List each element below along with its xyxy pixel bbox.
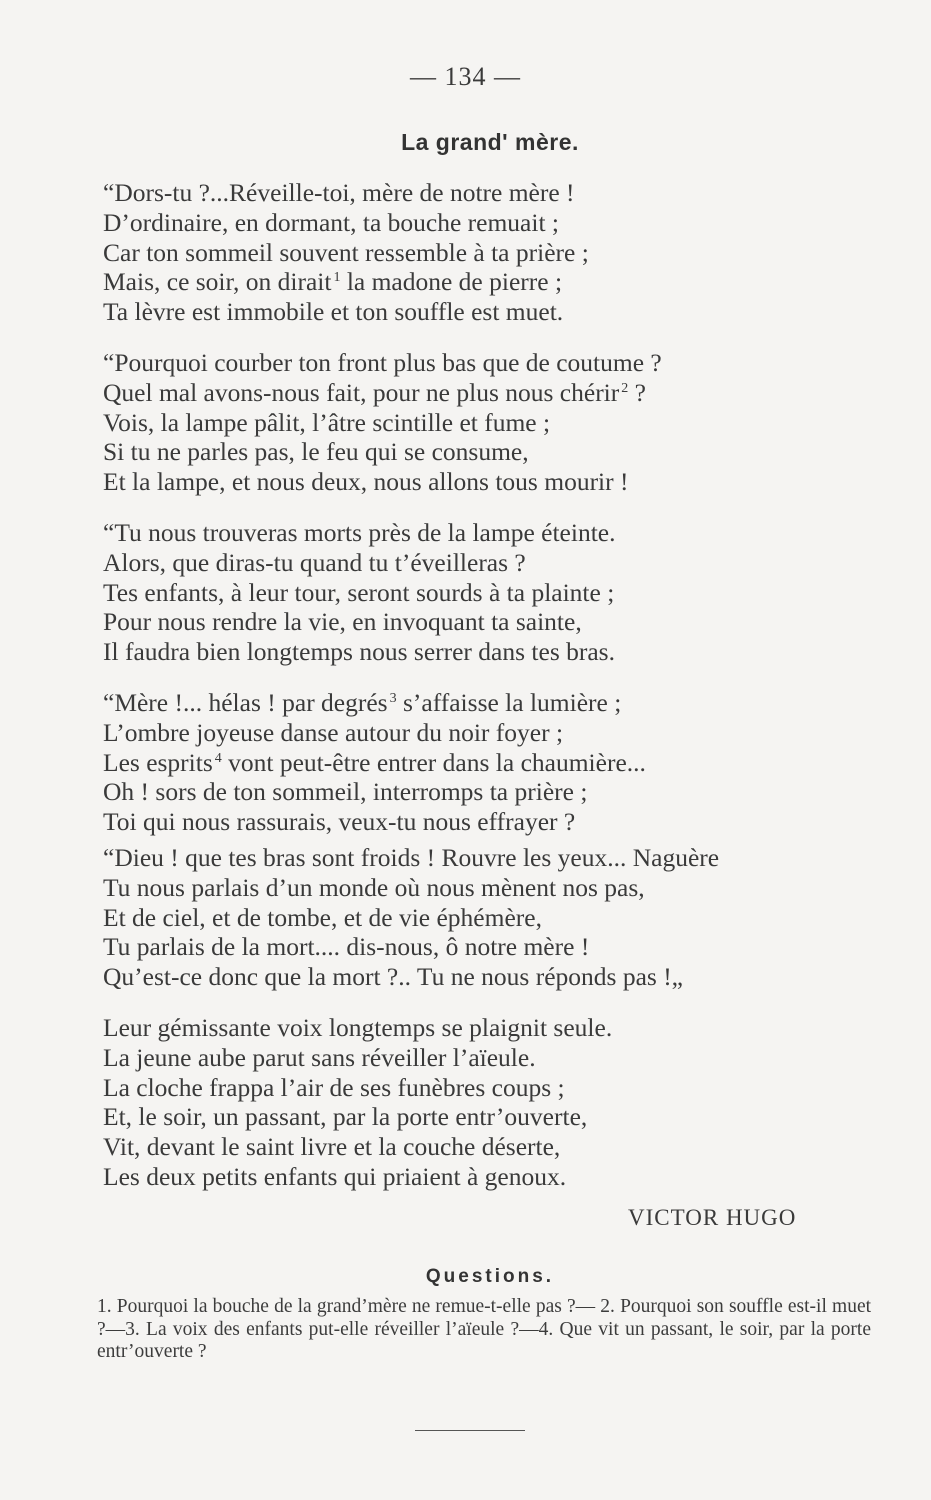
poem-line: Car ton sommeil souvent ressemble à ta prière ; <box>103 237 589 267</box>
question-text: 1. Pourquoi la bouche de la grand’mère ne remue-t-elle pas ?— <box>97 1296 596 1317</box>
stanza-4 <box>103 688 903 837</box>
poem-line-text: Quel mal avons-nous fait, pour ne plus nous chérir <box>103 377 620 407</box>
poem-line-text: la madone de pierre ; <box>346 267 563 297</box>
poem-line <box>103 378 903 408</box>
question-text: 2. Pourquoi son souffle est-il muet ?—3. La voix des enfants put-elle réveiller l’aïeule ?—4. Que vit un passant, le soir, par la porte entr’ouverte ? <box>97 1296 872 1362</box>
poem-line-text: ? <box>634 377 646 407</box>
poem-line: Les deux petits enfants qui priaient à genoux. <box>103 1161 567 1191</box>
footnote-mark: 1 <box>333 270 341 286</box>
poem-line: Et la lampe, et nous deux, nous allons tous mourir ! <box>103 467 629 497</box>
stanza-6 <box>103 1013 903 1192</box>
poem-line: Pour nous rendre la vie, en invoquant ta sainte, <box>103 607 582 637</box>
poem-line: D’ordinaire, en dormant, ta bouche remuait ; <box>103 207 559 237</box>
poem-line: Qu’est-ce donc que la mort ?.. Tu ne nous réponds pas !„ <box>103 962 684 992</box>
poem-line-text: Mais, ce soir, on dirait <box>103 267 332 297</box>
stanza-3 <box>103 518 903 667</box>
divider-rule <box>415 1430 525 1431</box>
poem-line-text: vont peut-être entrer dans la chaumière... <box>228 747 646 777</box>
poem-line: Alors, que diras-tu quand tu t’éveilleras ? <box>103 547 526 577</box>
poem-line <box>103 267 903 297</box>
poem-line-text: “Mère !... hélas ! par degrés <box>103 687 388 717</box>
poem-line: “Dors-tu ?...Réveille-toi, mère de notre mère ! <box>103 178 575 207</box>
stanza-2 <box>103 348 903 497</box>
footnote-mark: 2 <box>621 380 629 396</box>
footnote-mark: 4 <box>214 750 222 766</box>
poem-line: Ta lèvre est immobile et ton souffle est muet. <box>103 297 564 327</box>
author-signature: VICTOR HUGO <box>628 1205 797 1230</box>
poem-line: Si tu ne parles pas, le feu qui se consume, <box>103 437 529 467</box>
poem-line: Et, le soir, un passant, par la porte entr’ouverte, <box>103 1102 588 1132</box>
poem-line: Leur gémissante voix longtemps se plaignit seule. <box>103 1012 613 1042</box>
poem-title: La grand' mère. <box>401 129 579 155</box>
page-number: — 134 — <box>410 62 521 91</box>
poem-line: La cloche frappa l’air de ses funèbres coups ; <box>103 1072 565 1102</box>
poem-line: Oh ! sors de ton sommeil, interromps ta prière ; <box>103 777 588 807</box>
stanza-5 <box>103 843 903 992</box>
poem-line <box>103 688 903 718</box>
poem-line: Et de ciel, et de tombe, et de vie éphémère, <box>103 902 542 932</box>
footnote-mark: 3 <box>389 690 397 706</box>
poem-line: “Tu nous trouveras morts près de la lampe éteinte. <box>103 517 616 547</box>
poem-line: L’ombre joyeuse danse autour du noir foyer ; <box>103 717 564 747</box>
poem-line: Toi qui nous rassurais, veux-tu nous effrayer ? <box>103 807 576 837</box>
questions-block <box>97 1296 871 1364</box>
poem-line-text: Les esprits <box>103 747 213 777</box>
poem-line-text: s’affaisse la lumière ; <box>402 687 622 717</box>
poem-line: Tu parlais de la mort.... dis-nous, ô notre mère ! <box>103 932 590 962</box>
poem-line: Vit, devant le saint livre et la couche déserte, <box>103 1132 561 1162</box>
poem-line: Tu nous parlais d’un monde où nous mènent nos pas, <box>103 872 645 902</box>
poem-line: “Dieu ! que tes bras sont froids ! Rouvre les yeux... Naguère <box>103 842 720 872</box>
poem <box>103 178 903 1192</box>
stanza-1 <box>103 178 903 327</box>
poem-line: La jeune aube parut sans réveiller l’aïeule. <box>103 1042 536 1072</box>
poem-line: Tes enfants, à leur tour, seront sourds à ta plainte ; <box>103 577 615 607</box>
poem-line: Vois, la lampe pâlit, l’âtre scintille et fume ; <box>103 407 551 437</box>
poem-line: “Pourquoi courber ton front plus bas que de coutume ? <box>103 347 662 377</box>
poem-line: Il faudra bien longtemps nous serrer dans tes bras. <box>103 637 615 667</box>
questions-heading: Questions. <box>425 1266 555 1287</box>
poem-line <box>103 748 903 778</box>
